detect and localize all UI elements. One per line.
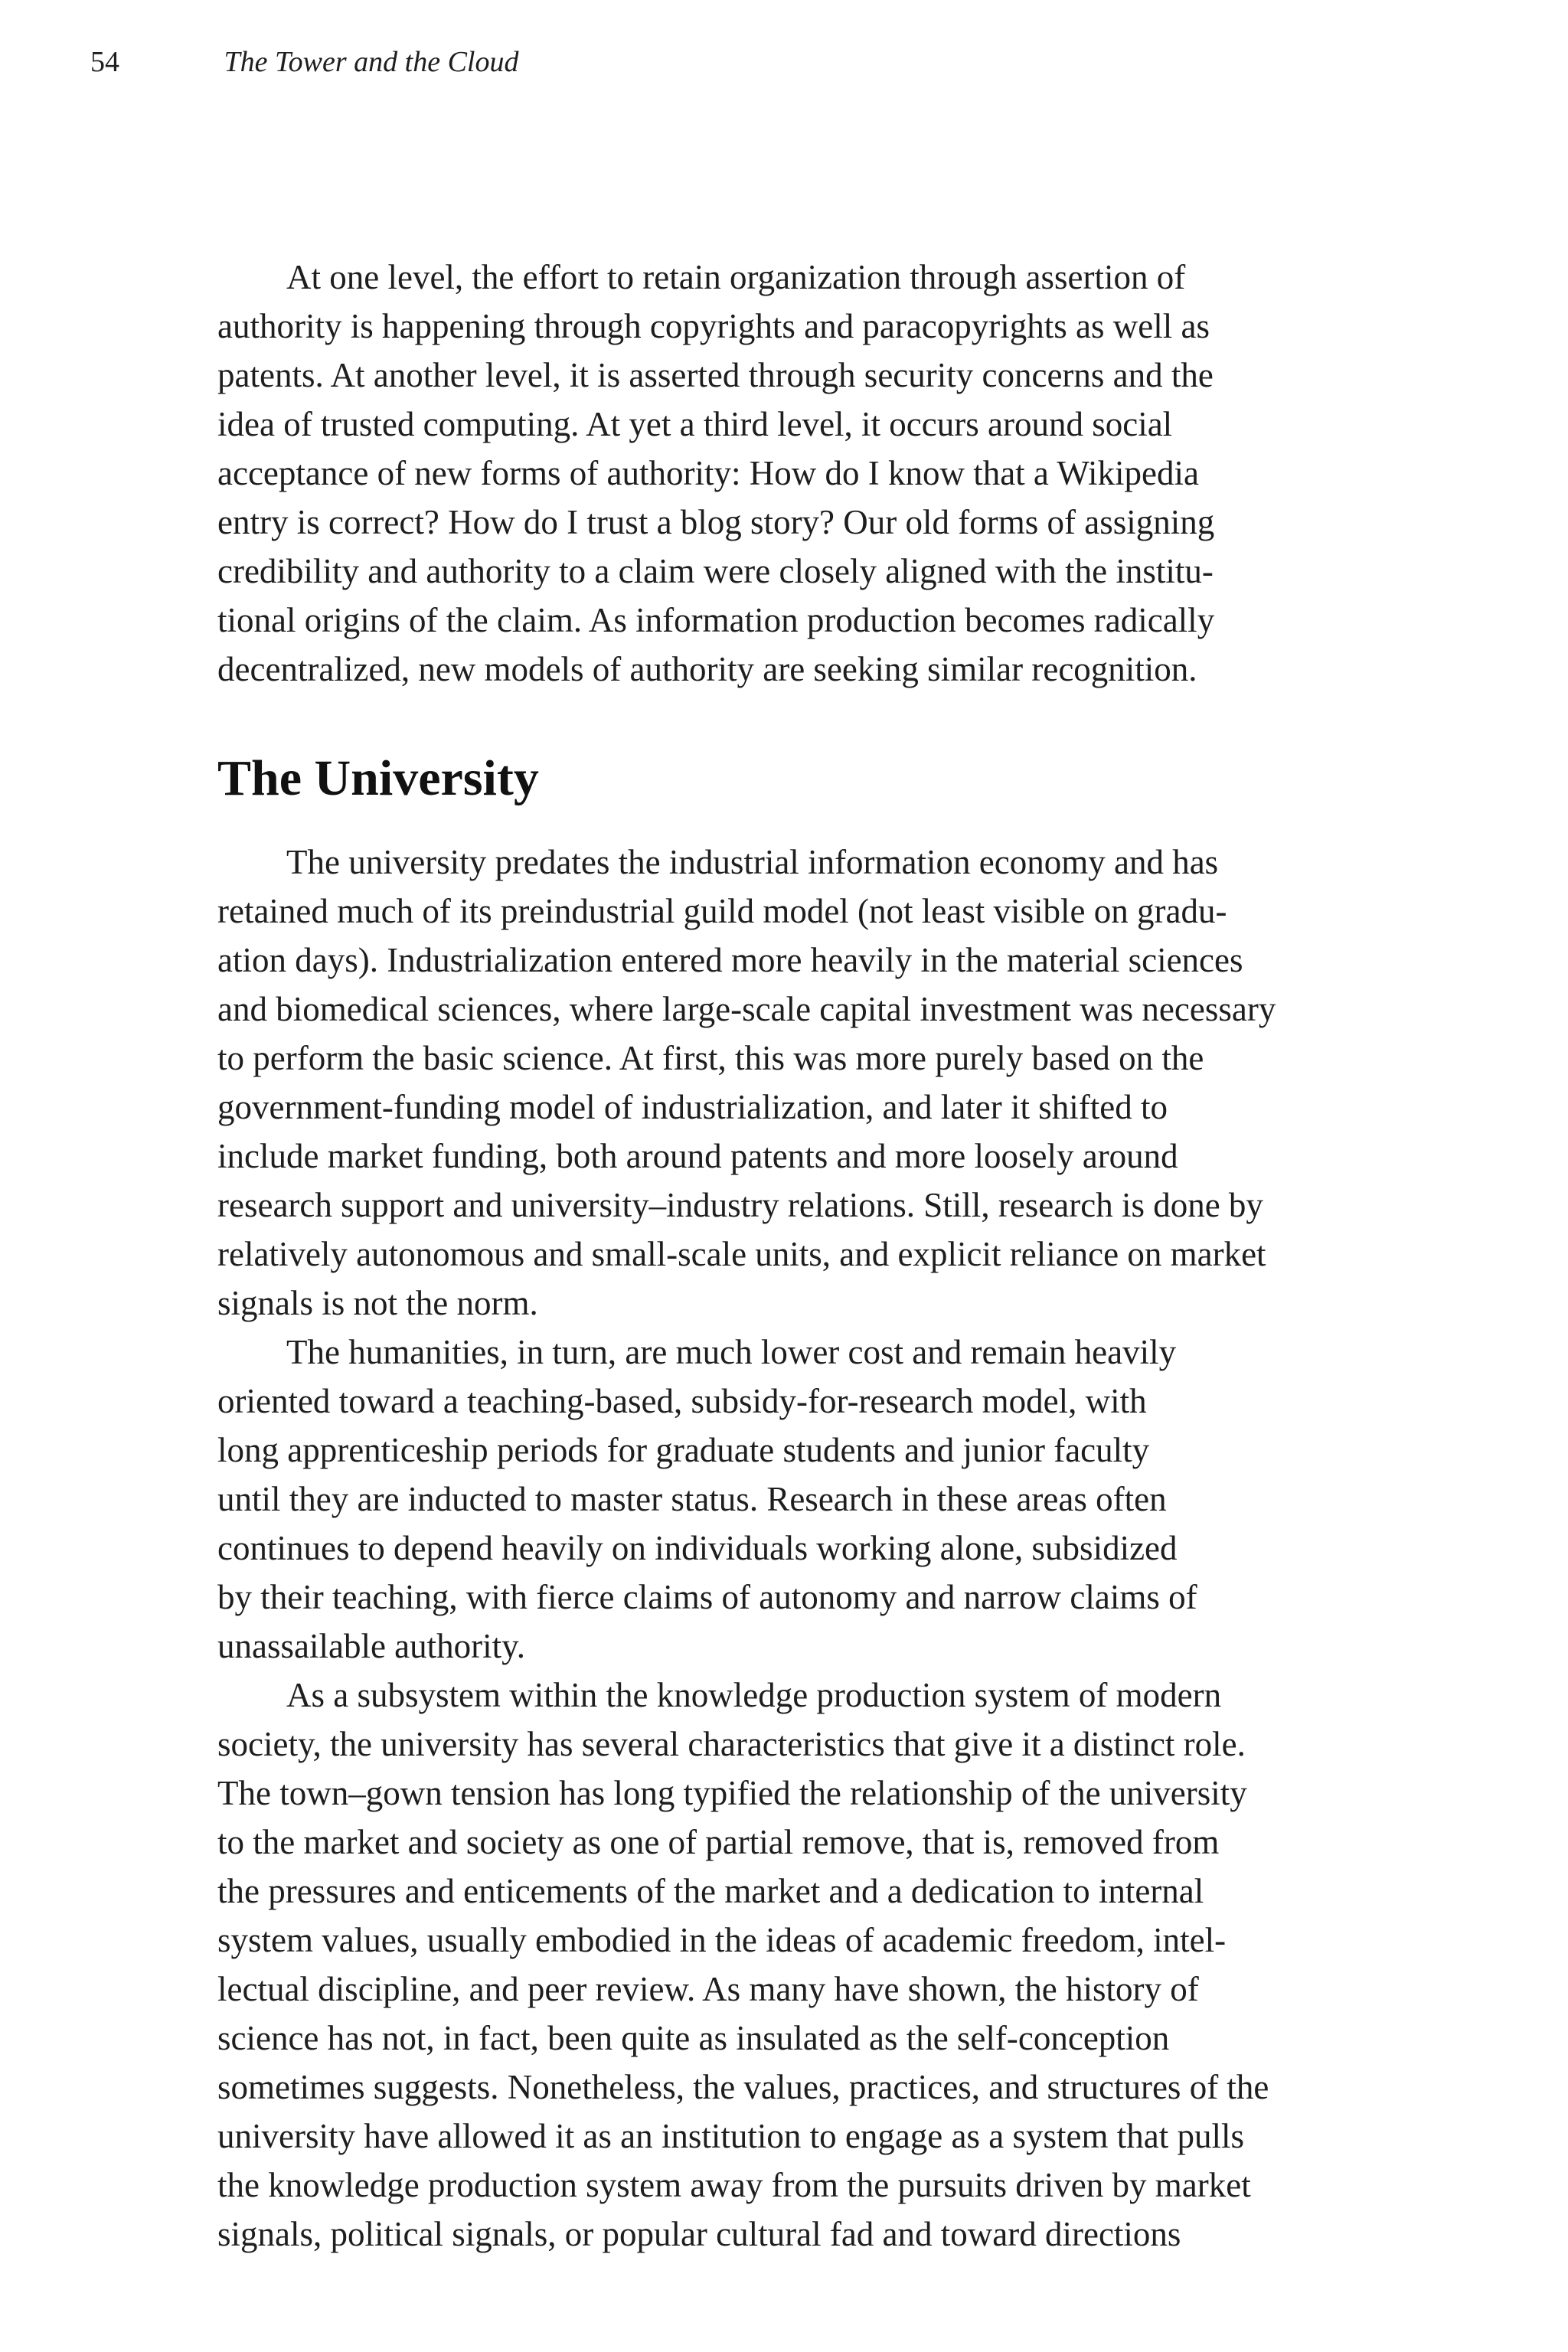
text-line: science has not, in fact, been quite as insulated as the self-conception	[217, 2019, 1170, 2057]
text-line: decentralized, new models of authority are seeking similar recognition.	[217, 650, 1197, 688]
running-head	[90, 47, 518, 77]
text-line: to perform the basic science. At first, this was more purely based on the	[217, 1039, 1204, 1077]
text-line: include market funding, both around patents and more loosely around	[217, 1137, 1178, 1175]
text-line: the pressures and enticements of the market and a dedication to internal	[217, 1872, 1204, 1910]
text-line: sometimes suggests. Nonetheless, the values, practices, and structures of the	[217, 2068, 1269, 2106]
text-line: research support and university–industry relations. Still, research is done by	[217, 1186, 1263, 1224]
text-line: unassailable authority.	[217, 1627, 525, 1665]
text-line: relatively autonomous and small-scale units, and explicit reliance on market	[217, 1235, 1266, 1273]
paragraph	[217, 1328, 1351, 1671]
text-line: by their teaching, with fierce claims of autonomy and narrow claims of	[217, 1578, 1197, 1616]
text-line: authority is happening through copyrights and paracopyrights as well as	[217, 307, 1210, 345]
text-line: acceptance of new forms of authority: How do I know that a Wikipedia	[217, 454, 1199, 492]
text-line: long apprenticeship periods for graduate students and junior faculty	[217, 1431, 1150, 1469]
section-heading: The University	[217, 750, 539, 806]
text-line: credibility and authority to a claim were closely aligned with the institu-	[217, 552, 1214, 590]
text-line: university have allowed it as an institution to engage as a system that pulls	[217, 2117, 1244, 2155]
text-line: signals is not the norm.	[217, 1284, 538, 1322]
text-line: system values, usually embodied in the ideas of academic freedom, intel-	[217, 1921, 1227, 1959]
book-title: The Tower and the Cloud	[224, 46, 519, 78]
page-number: 54	[90, 46, 119, 78]
text-line: retained much of its preindustrial guild model (not least visible on gradu-	[217, 892, 1227, 930]
text-line: continues to depend heavily on individuals working alone, subsidized	[217, 1529, 1178, 1567]
intro-paragraph	[217, 253, 1351, 694]
paragraph	[217, 838, 1351, 1328]
text-line: government-funding model of industrialization, and later it shifted to	[217, 1088, 1168, 1126]
text-line: The town–gown tension has long typified the relationship of the university	[217, 1774, 1247, 1812]
text-line: idea of trusted computing. At yet a third level, it occurs around social	[217, 405, 1173, 443]
text-line: signals, political signals, or popular cultural fad and toward directions	[217, 2215, 1181, 2253]
text-line: oriented toward a teaching-based, subsidy-for-research model, with	[217, 1382, 1147, 1420]
text-line: the knowledge production system away from the pursuits driven by market	[217, 2166, 1251, 2204]
text-line: until they are inducted to master status. Research in these areas often	[217, 1480, 1167, 1518]
text-line: to the market and society as one of partial remove, that is, removed from	[217, 1823, 1220, 1861]
text-line: entry is correct? How do I trust a blog story? Our old forms of assigning	[217, 503, 1215, 541]
text-line: lectual discipline, and peer review. As many have shown, the history of	[217, 1970, 1199, 2008]
text-line: At one level, the effort to retain organization through assertion of	[286, 258, 1186, 296]
paragraph	[217, 1671, 1351, 2259]
text-line: tional origins of the claim. As information production becomes radically	[217, 601, 1215, 639]
section-body	[217, 838, 1351, 2259]
text-line: As a subsystem within the knowledge production system of modern	[286, 1676, 1222, 1714]
text-line: The university predates the industrial information economy and has	[286, 843, 1219, 881]
text-line: patents. At another level, it is asserted through security concerns and the	[217, 356, 1214, 394]
text-line: society, the university has several characteristics that give it a distinct role.	[217, 1725, 1246, 1763]
text-line: ation days). Industrialization entered more heavily in the material sciences	[217, 941, 1243, 979]
text-line: The humanities, in turn, are much lower cost and remain heavily	[286, 1333, 1177, 1371]
text-line: and biomedical sciences, where large-scale capital investment was necessary	[217, 990, 1276, 1028]
